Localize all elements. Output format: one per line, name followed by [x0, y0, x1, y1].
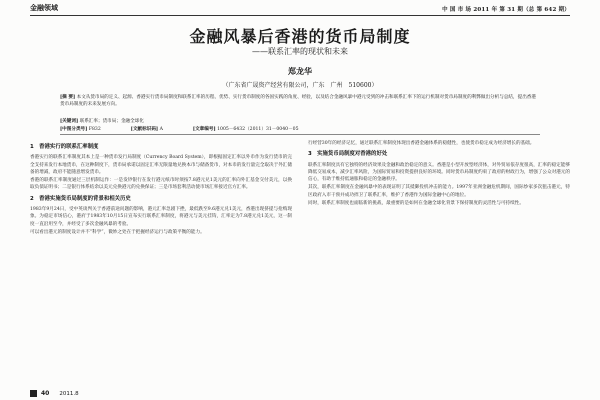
section-heading-3: 3 实施货币局制度对香港的好处 [308, 151, 388, 158]
author-affiliation: （广东省广晟资产经营有限公司，广东 广州 510600） [222, 82, 378, 89]
left-column [30, 140, 292, 237]
keywords-text: 联系汇率；货币局；金融全球化 [79, 119, 144, 124]
section-heading-1: 1 香港实行的联系汇率制度 [30, 144, 99, 150]
paragraph: 联系汇率制度具有它独特的经济效果及金融和政治稳定的意义。香港是小型开放型经济体，对外贸易依存度很高，汇率的稳定能够降低交易成本，减少汇率风险，为国际贸易和投资提供良好的环境。同时货币局制度约束了政府的财政行为，增强了公众对港元的信心，有助于维持低通胀和稳定的金融秩序。 [308, 162, 570, 183]
paragraph: 其次，联系汇率制度在金融风暴中的表现证明了其抵御投机冲击的能力。1997年亚洲金融危机期间，国际炒家多次狙击港元，特区政府入市干预并成功捍卫了联系汇率，维护了香港作为国际金融中心的地位。 [308, 185, 570, 198]
paragraph: 可以看出港元的制度设计并不“科学”，微妙之处在于把握经济运行与政策平衡的能力。 [30, 229, 205, 235]
paragraph: 香港的联系汇率制度通过三层机制运作：一是发钞银行在发行港元纸币时须按7.8港元兑1美元的汇率向外汇基金交付美元，以换取负债证明书；二是银行体系结余以美元兑换港元的兑换保证；三是市场套利活动使市场汇率接近官方汇率。 [30, 178, 292, 191]
id-value: 1005－6432（2011）31－0040－05 [217, 127, 299, 132]
paragraph: 行经营30年的经济记忆，通过联系汇率制度体现出香港金融体系的稳健性，也使货币稳定成为经济增长的基础。 [308, 141, 535, 146]
abstract [60, 94, 540, 108]
clc-value: F832 [88, 127, 101, 132]
page-footer [30, 390, 79, 397]
clc-code [60, 126, 101, 132]
page-marker-icon [30, 390, 37, 397]
footer-issue: 2011.8 [59, 390, 79, 397]
paragraph: 1983年9月24日，受中英谈判关于香港前途问题的影响，港元汇率急剧下挫，最低跌至9.6港元兑1美元，香港出现挤提与抢购现象。为稳定市场信心，港府于1983年10月15日宣布实行联系汇率制度，将港元与美元挂钩，汇率定为7.8港元兑1美元，这一制度一直沿用至今，并经受了多次金融风暴的考验。 [30, 207, 292, 227]
id-label: [文章编号] [192, 127, 216, 132]
clc-label: [中图分类号] [60, 127, 88, 132]
classification-row [60, 126, 540, 132]
right-column [308, 140, 570, 208]
page-number: 40 [41, 390, 50, 397]
keywords-label: [关键词] [60, 119, 79, 124]
journal-issue-info: 中 国 市 场 2011 年 第 31 期（总 第 642 期） [442, 7, 570, 13]
article-title: 金融风暴后香港的货币局制度 [189, 27, 411, 46]
keywords [60, 118, 540, 124]
article-id [193, 126, 299, 132]
author-name: 郑龙华 [288, 67, 312, 76]
article-subtitle: ——联系汇率的现状和未来 [252, 47, 348, 56]
paragraph: 同时，联系汇率制度也面临新的挑战，最重要的是如何在金融全球化背景下保持制度的灵活性与可持续性。 [308, 201, 524, 207]
section-heading-2: 2 香港实施货币局制度的背景和相关历史 [30, 195, 131, 202]
doc-label: [文献标识码] [130, 127, 159, 132]
doc-code [131, 126, 163, 132]
paragraph: 香港实行的联系汇率制度其本上是一种货币发行局制度（Currency Board System），即根据固定汇率以外币作为发行货币的完全支持来发行本地货币，在这种制度下，货币局承诺以固定汇率无限量地兑换本币与储备货币，对本币的发行量完全取决于外汇储备的增减，政府不能随意增发货币。 [30, 155, 292, 175]
doc-value: A [159, 127, 163, 132]
abstract-text: 本文从货币局的定义、起源、香港实行货币局制度和联系汇率的历程、优势、实行货币制度的各国实践的角度、经验，以及结合金融风暴中港元受到的冲击和联系汇率下的运行机制对货币局制度的利弊做出分析与总结，提出香港货币局制度的未来发展方向。 [60, 95, 536, 108]
abstract-label: [摘 要] [60, 95, 76, 100]
divider [60, 134, 540, 135]
section-name: 金融领域 [30, 4, 58, 12]
running-header [30, 2, 570, 16]
